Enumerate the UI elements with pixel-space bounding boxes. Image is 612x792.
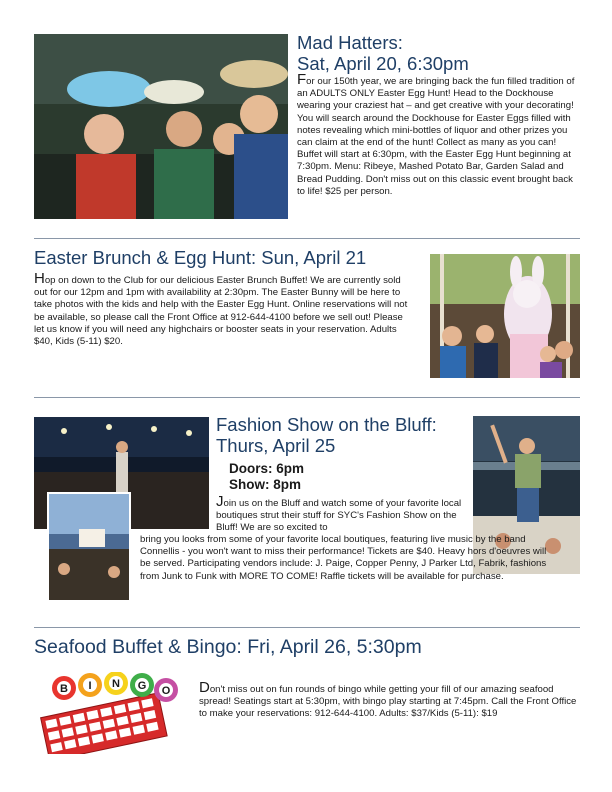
bingo-ball-n: N [112,678,120,690]
fashion-show-start: Show: 8pm [229,477,302,492]
mad-hatters-date: Sat, April 20, 6:30pm [297,52,469,74]
divider-1 [34,238,580,239]
bingo-ball-i: I [88,680,92,692]
fashion-show-doors: Doors: 6pm [229,461,305,476]
bingo-ball-b: B [60,683,68,695]
easter-brunch-body [34,270,414,348]
divider-2 [34,397,580,398]
easter-brunch-heading: Easter Brunch & Egg Hunt: Sun, April 21 [34,247,367,268]
seafood-bingo-body [199,679,577,721]
seafood-bingo-text: on't miss out on fun rounds of bingo while getting your fill of our amazing seafood spread! Seatings start at 5:30pm, with bingo play starting at 7:45pm. Call the Front Office to make your reservations: 912-644-4100. Adults: $37/Kids (5-11): $19 [199,684,577,720]
bingo-illustration [34,672,182,754]
fashion-show-runway-photo [47,492,131,602]
mad-hatters-drop-cap: F [297,71,307,88]
bingo-ball-o: O [161,685,171,697]
divider-3 [34,627,580,628]
bingo-ball-g: G [137,680,147,692]
fashion-show-body-top [216,493,471,535]
mad-hatters-text: or our 150th year, we are bringing back the fun filled tradition of an ADULTS ONLY Easter Egg Hunt! Head to the Dockhouse wearing your craziest hat – and get creative with your decorating! You will search around the Dockhouse for Easter Eggs filled with notes revealing which mini-bottles of liquor and other prizes you can claim at the end of the hunt! Collect as many as you can! Buffet will start at 6:30pm, with the Easter Egg Hunt beginning at 7:30pm. Menu: Ribeye, Mashed Potato Bar, Garden Salad and Bread Pudding. Don't miss out on this classic event brought back to life! $25 per person. [297,76,575,197]
fashion-show-date: Thurs, April 25 [216,434,336,456]
seafood-bingo-drop-cap: D [199,679,210,696]
fashion-show-heading [216,415,437,456]
mad-hatters-title: Mad Hatters: [297,32,403,53]
fashion-show-title: Fashion Show on the Bluff: [216,414,437,435]
mad-hatters-photo [34,34,288,219]
easter-brunch-drop-cap: H [34,270,45,287]
fashion-show-text-top: oin us on the Bluff and watch some of your favorite local boutiques strut their stuff for SYC's Fashion Show on the Bluff! We are so excited to [216,498,462,534]
easter-bunny-photo [430,254,580,378]
fashion-show-drop-cap: J [216,493,224,510]
seafood-bingo-heading: Seafood Buffet & Bingo: Fri, April 26, 5:30pm [34,636,422,658]
fashion-show-body-bottom: bring you looks from some of your favorite local boutiques, featuring live music by the band Connellis - you won't want to miss their performance! Tickets are $40. Heavy hors d'oeuvres will be served. Participating vendors include: J. Paige, Copper Penny, J Parker Ltd, Fabrik, fashions from Junk to Funk with MORE TO COME! Raffle tickets will be available for purchase. [140,534,547,582]
easter-brunch-text: op on down to the Club for our delicious Easter Brunch Buffet! We are currently sold out for our 12pm and 1pm with availability at 2:30pm. The Easter Bunny will be here to take photos with the kids and help with the Easter Egg Hunt. Online reservations will not be available, so please call the Front Office at 912-644-4100 before we sell out! Please let us know if you will need any highchairs or booster seats in your reservation. Adults $40, Kids (5-11) $20. [34,275,408,348]
mad-hatters-body [297,71,579,198]
mad-hatters-heading [297,33,469,74]
